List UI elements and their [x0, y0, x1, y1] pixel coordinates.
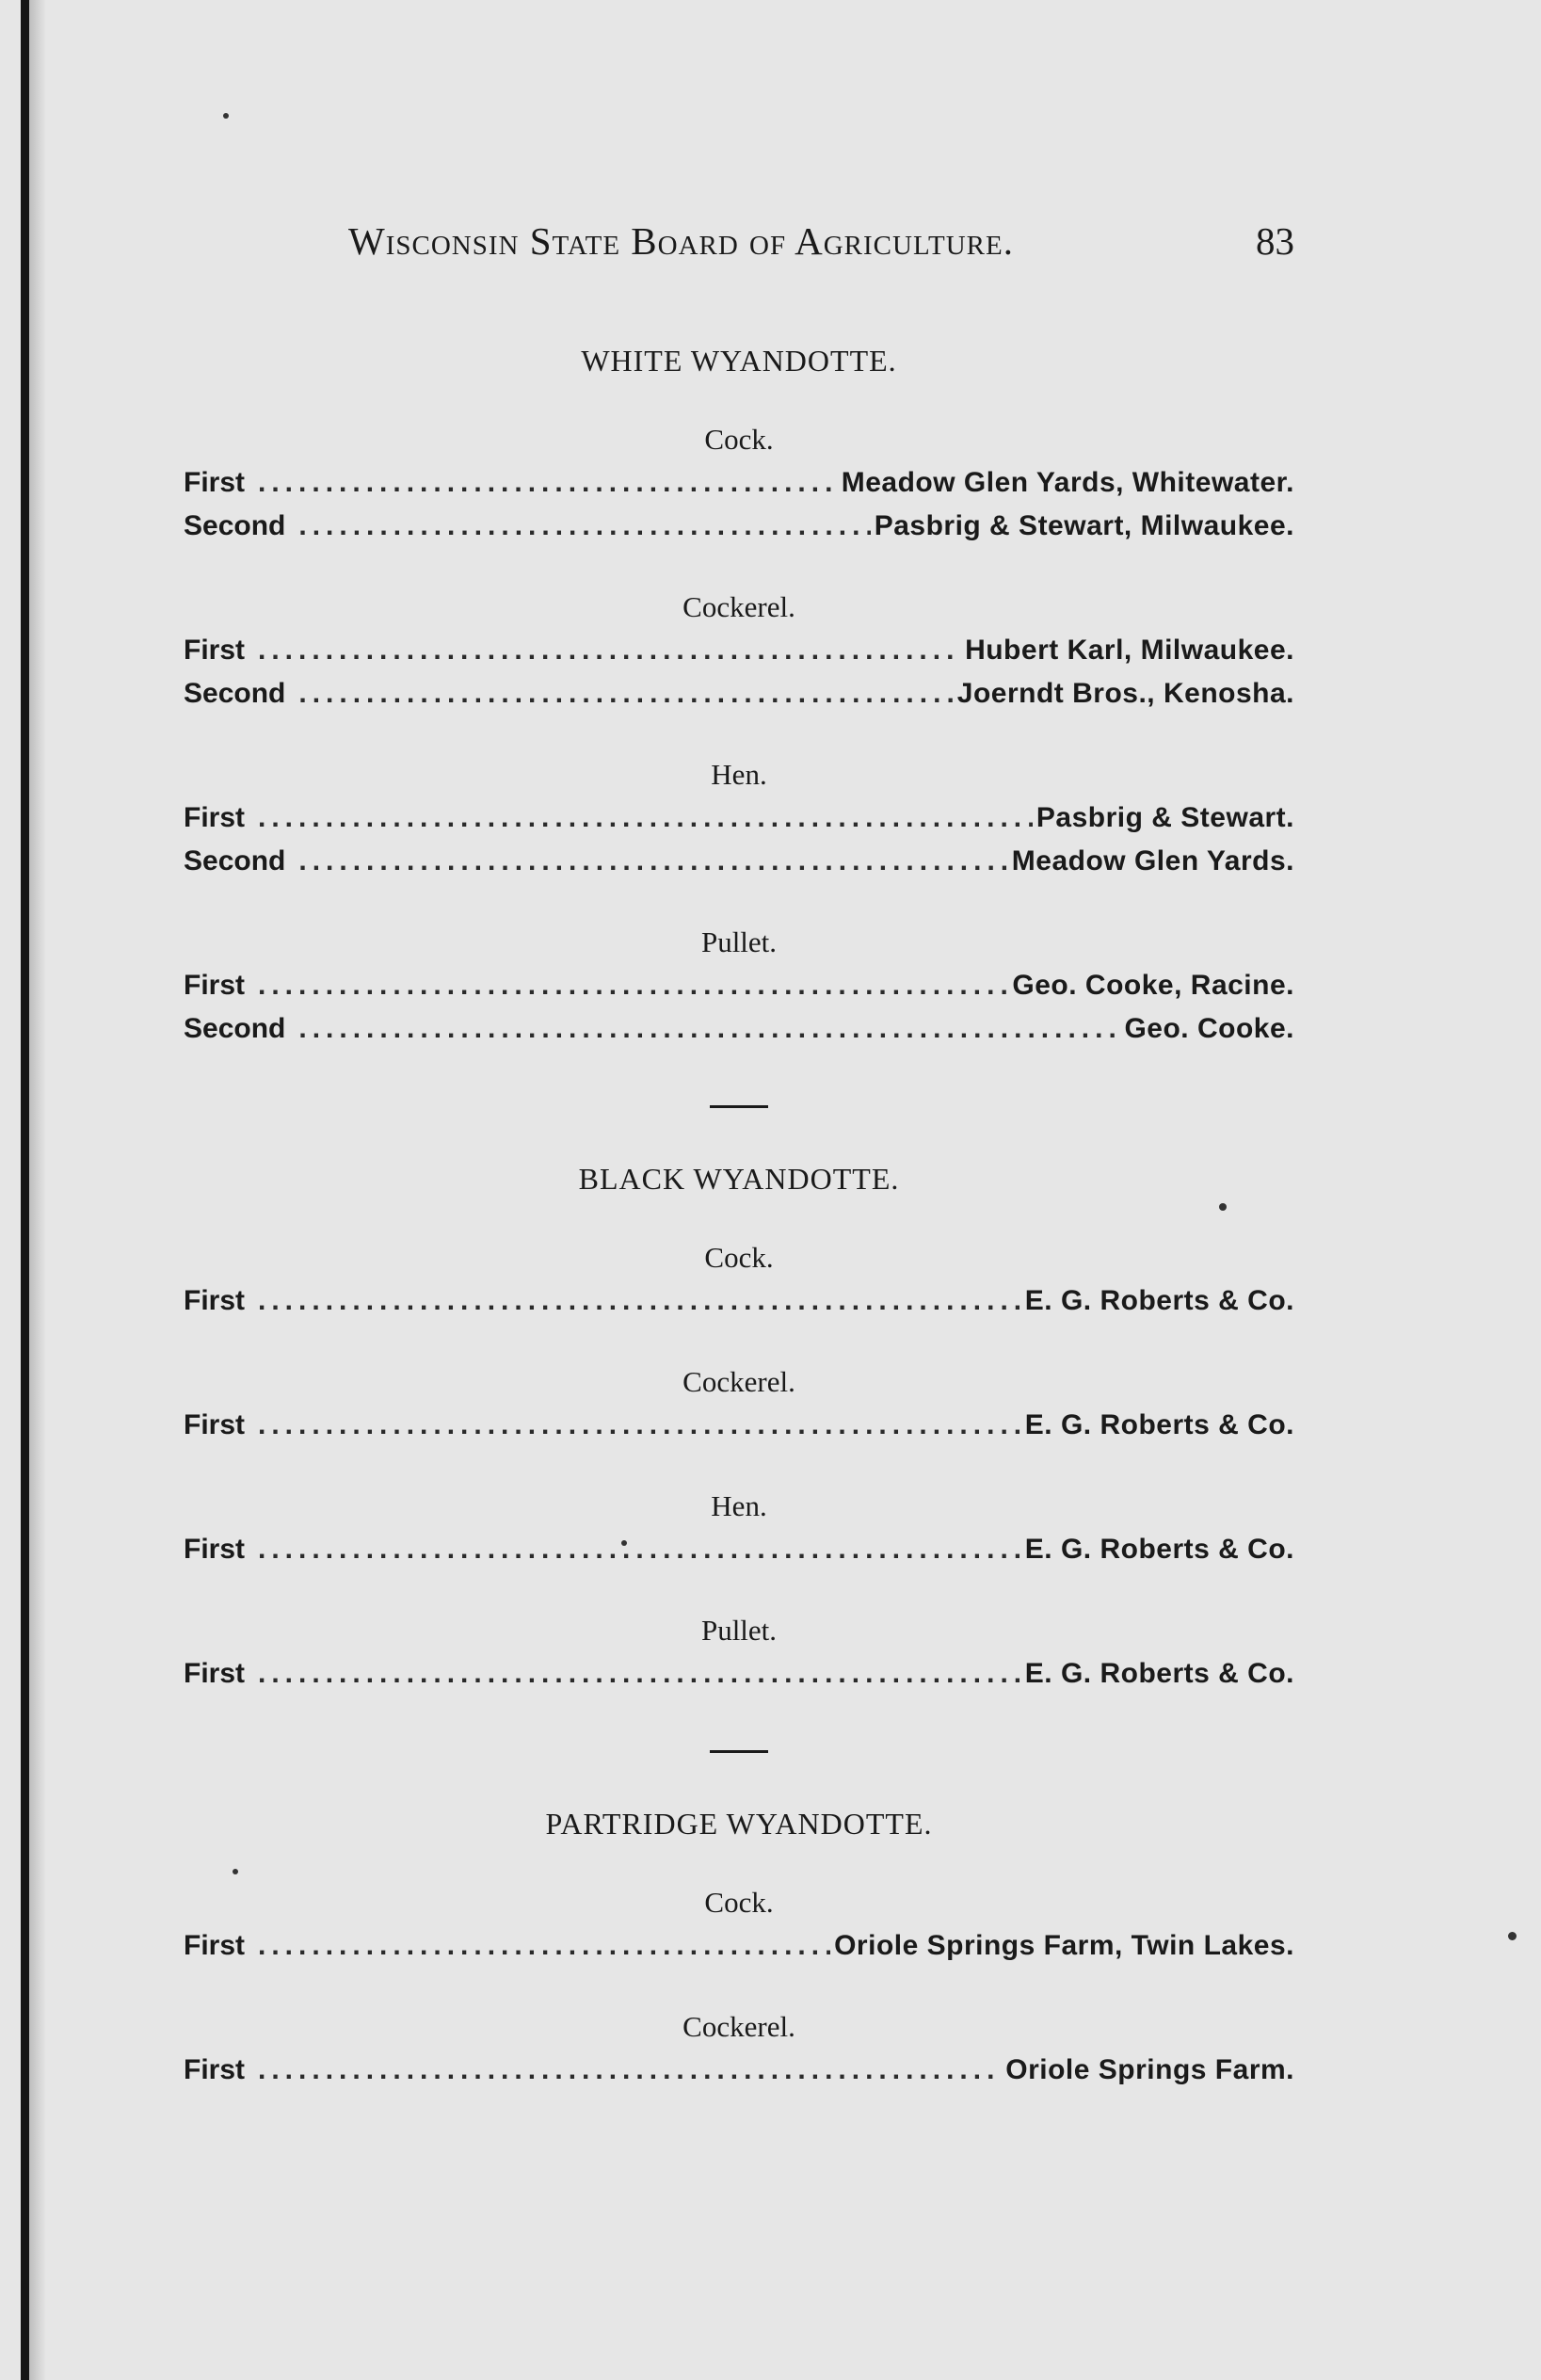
award-winner: Meadow Glen Yards, Whitewater. [841, 467, 1294, 498]
class-group-hen [184, 1447, 1294, 1571]
dot-leader [258, 461, 838, 505]
scan-speck [233, 1869, 238, 1874]
class-group-cockerel [184, 1323, 1294, 1447]
award-row [184, 461, 1294, 505]
award-winner: Geo. Cooke, Racine. [1012, 970, 1294, 1001]
award-place: First [184, 1930, 246, 1961]
class-group-cock [184, 1200, 1294, 1323]
class-title: Hen. [711, 1489, 767, 1522]
award-winner: E. G. Roberts & Co. [1024, 1409, 1294, 1440]
class-title: Cockerel. [682, 2010, 795, 2043]
award-place: First [184, 1409, 246, 1440]
class-title: Hen. [711, 758, 767, 791]
class-title: Pullet. [700, 1614, 778, 1647]
dot-leader [258, 1279, 1021, 1323]
award-winner: Oriole Springs Farm. [1005, 2054, 1294, 2085]
dot-leader [258, 2049, 1002, 2092]
award-place: First [184, 1534, 246, 1565]
class-title: Cockerel. [682, 1365, 795, 1398]
class-group-hen [184, 716, 1294, 883]
class-group-cock [184, 382, 1294, 548]
section-white-wyandotte [184, 339, 1294, 1051]
award-winner: Geo. Cooke. [1124, 1013, 1294, 1044]
award-row [184, 629, 1294, 672]
page-number: 83 [1256, 219, 1294, 263]
dot-leader [298, 1007, 1120, 1051]
scan-speck [1508, 1932, 1517, 1940]
class-group-pullet [184, 1571, 1294, 1696]
class-group-pullet [184, 883, 1294, 1051]
award-place: First [184, 1658, 246, 1689]
award-row [184, 672, 1294, 716]
award-place: First [184, 635, 246, 666]
class-title: Pullet. [700, 925, 778, 958]
award-place: First [184, 802, 246, 833]
class-group-cock [184, 1845, 1294, 1968]
gutter-shadow [29, 0, 46, 2380]
dot-leader [258, 1652, 1021, 1696]
dot-leader [298, 505, 870, 548]
award-row [184, 1404, 1294, 1447]
dot-leader [258, 796, 1033, 840]
award-place: First [184, 467, 246, 498]
award-winner: Oriole Springs Farm, Twin Lakes. [834, 1930, 1294, 1961]
award-winner: E. G. Roberts & Co. [1024, 1285, 1294, 1316]
award-row [184, 505, 1294, 548]
class-group-cockerel [184, 548, 1294, 716]
award-row [184, 2049, 1294, 2092]
award-place: Second [184, 510, 286, 541]
award-winner: Meadow Glen Yards. [1011, 845, 1294, 876]
running-title: Wisconsin State Board of Agriculture. [348, 219, 1014, 263]
section-divider-rule [710, 1750, 768, 1753]
scan-speck [223, 113, 229, 119]
award-row [184, 1924, 1294, 1968]
award-place: Second [184, 1013, 286, 1044]
award-winner: E. G. Roberts & Co. [1024, 1534, 1294, 1565]
dot-leader [258, 1528, 1021, 1571]
dot-leader [258, 964, 1008, 1007]
section-title: WHITE WYANDOTTE. [581, 344, 897, 378]
award-place: First [184, 1285, 246, 1316]
section-title: PARTRIDGE WYANDOTTE. [545, 1807, 933, 1841]
class-title: Cock. [704, 423, 774, 456]
scan-speck [1219, 1203, 1227, 1211]
award-winner: Hubert Karl, Milwaukee. [965, 635, 1294, 666]
award-row [184, 796, 1294, 840]
award-row [184, 840, 1294, 883]
scan-speck [621, 1540, 627, 1546]
dot-leader [298, 840, 1007, 883]
award-winner: Joerndt Bros., Kenosha. [956, 678, 1294, 709]
section-divider-rule [710, 1105, 768, 1108]
class-title: Cock. [704, 1241, 774, 1274]
page-body [184, 339, 1294, 2092]
award-winner: E. G. Roberts & Co. [1024, 1658, 1294, 1689]
award-winner: Pasbrig & Stewart. [1035, 802, 1294, 833]
award-place: Second [184, 845, 286, 876]
dot-leader [258, 1924, 830, 1968]
award-row [184, 1007, 1294, 1051]
dot-leader [298, 672, 953, 716]
section-partridge-wyandotte [184, 1802, 1294, 2092]
award-row [184, 1279, 1294, 1323]
class-title: Cock. [704, 1886, 774, 1919]
award-winner: Pasbrig & Stewart, Milwaukee. [874, 510, 1294, 541]
award-row [184, 964, 1294, 1007]
dot-leader [258, 1404, 1021, 1447]
dot-leader [258, 629, 961, 672]
award-row [184, 1528, 1294, 1571]
class-title: Cockerel. [682, 590, 795, 623]
award-place: First [184, 970, 246, 1001]
award-row [184, 1652, 1294, 1696]
section-title: BLACK WYANDOTTE. [578, 1162, 900, 1196]
award-place: First [184, 2054, 246, 2085]
class-group-cockerel [184, 1968, 1294, 2092]
section-black-wyandotte [184, 1157, 1294, 1696]
book-spine-edge [21, 0, 29, 2380]
award-place: Second [184, 678, 286, 709]
page-header [348, 218, 1294, 275]
